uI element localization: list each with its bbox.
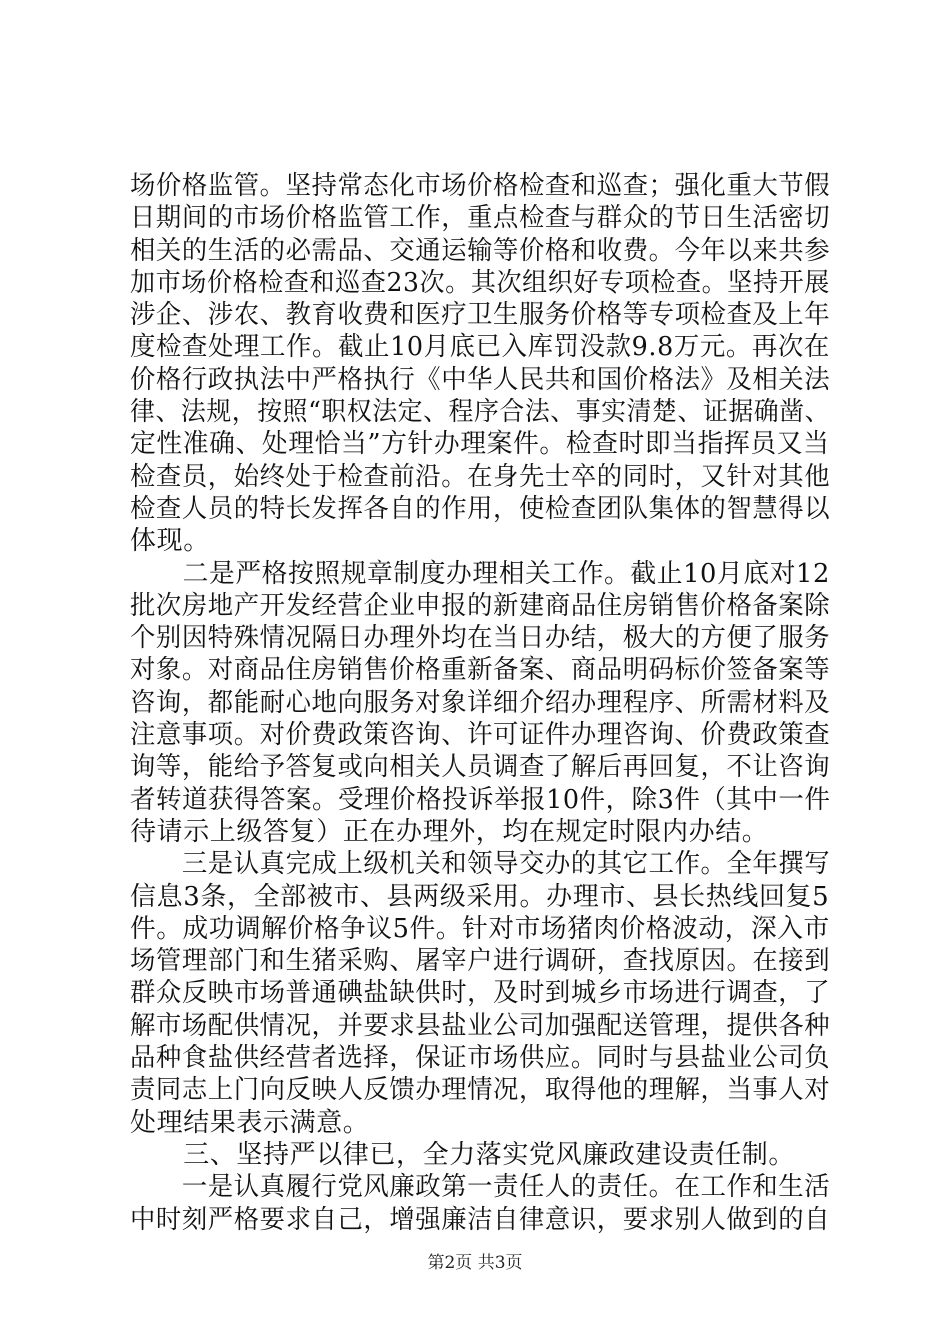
text-line: 中时刻严格要求自己，增强廉洁自律意识，要求别人做到的自 (130, 1204, 831, 1235)
text-line: 件。成功调解价格争议5件。针对市场猪肉价格波动，深入市 (130, 913, 830, 944)
text-line: 对象。对商品住房销售价格重新备案、商品明码标价签备案等 (130, 655, 831, 686)
text-line: 检查人员的特长发挥各自的作用，使检查团队集体的智慧得以 (130, 493, 831, 524)
body-text (130, 170, 830, 1236)
text-line: 日期间的市场价格监管工作，重点检查与群众的节日生活密切 (130, 203, 831, 234)
text-line: 相关的生活的必需品、交通运输等价格和收费。今年以来共参 (130, 235, 831, 266)
text-line: 三是认真完成上级机关和领导交办的其它工作。全年撰写 (130, 849, 831, 880)
text-line: 个别因特殊情况隔日办理外均在当日办结，极大的方便了服务 (130, 623, 831, 654)
text-line: 涉企、涉农、教育收费和医疗卫生服务价格等专项检查及上年 (130, 300, 831, 331)
text-line: 体现。 (130, 526, 210, 557)
text-line: 律、法规，按照“职权法定、程序合法、事实清楚、证据确凿、 (130, 397, 831, 428)
text-line: 定性准确、处理恰当”方针办理案件。检查时即当指挥员又当 (130, 429, 830, 460)
text-line: 一是认真履行党风廉政第一责任人的责任。在工作和生活 (130, 1172, 831, 1203)
text-line: 度检查处理工作。截止10月底已入库罚没款9.8万元。再次在 (130, 332, 830, 363)
text-line: 检查员，始终处于检查前沿。在身先士卒的同时，又针对其他 (130, 461, 831, 492)
text-line: 者转道获得答案。受理价格投诉举报10件，除3件（其中一件 (130, 784, 831, 815)
text-line: 注意事项。对价费政策咨询、许可证件办理咨询、价费政策查 (130, 720, 831, 751)
text-line: 待请示上级答复）正在办理外，均在规定时限内办结。 (130, 816, 769, 847)
text-line: 信息3条，全部被市、县两级采用。办理市、县长热线回复5 (130, 881, 830, 912)
text-line: 询等，能给予答复或向相关人员调查了解后再回复，不让咨询 (130, 752, 831, 783)
text-line: 场管理部门和生猪采购、屠宰户进行调研，查找原因。在接到 (130, 946, 831, 977)
text-line: 群众反映市场普通碘盐缺供时，及时到城乡市场进行调查，了 (130, 978, 831, 1009)
text-line: 批次房地产开发经营企业申报的新建商品住房销售价格备案除 (130, 590, 831, 621)
text-line: 三、坚持严以律已，全力落实党风廉政建设责任制。 (130, 1139, 796, 1170)
text-line: 品种食盐供经营者选择，保证市场供应。同时与县盐业公司负 (130, 1043, 831, 1074)
text-line: 加市场价格检查和巡查23次。其次组织好专项检查。坚持开展 (130, 267, 830, 298)
text-line: 解市场配供情况，并要求县盐业公司加强配送管理，提供各种 (130, 1010, 831, 1041)
text-line: 价格行政执法中严格执行《中华人民共和国价格法》及相关法 (130, 364, 831, 395)
text-line: 二是严格按照规章制度办理相关工作。截止10月底对12 (130, 558, 830, 589)
text-line: 责同志上门向反映人反馈办理情况，取得他的理解，当事人对 (130, 1075, 831, 1106)
text-line: 场价格监管。坚持常态化市场价格检查和巡查；强化重大节假 (130, 171, 831, 201)
text-line: 处理结果表示满意。 (130, 1107, 370, 1138)
text-line: 咨询，都能耐心地向服务对象详细介绍办理程序、所需材料及 (130, 687, 831, 718)
page-footer: 第2页 共3页 (427, 1253, 523, 1273)
